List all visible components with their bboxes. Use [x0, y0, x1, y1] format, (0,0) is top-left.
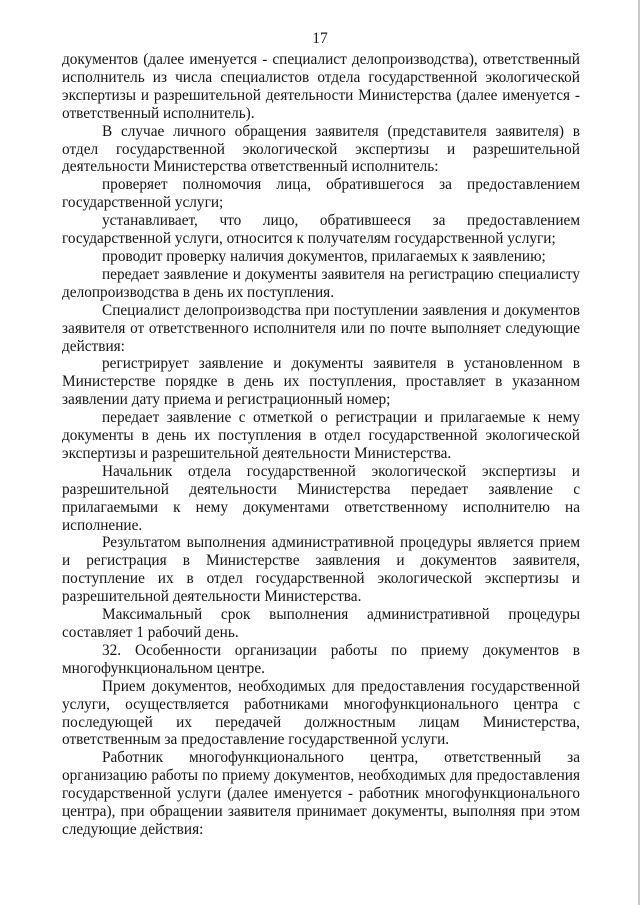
paragraph-continuation: документов (далее именуется - специалист делопроизводства), ответственный исполнитель из числа специалистов отдела государственной экологической экспертизы и разрешительной деятельности Министерства (далее именуется - ответственный исполнитель). — [62, 51, 580, 122]
paragraph-head-of-department: Начальник отдела государственной экологической экспертизы и разрешительной деятельности Министерства передает заявление с прилагаемыми к нему документами ответственному исполнителю на исполнение. — [62, 462, 580, 534]
paragraph-section-32: 32. Особенности организации работы по приему документов в многофункциональном центре. — [62, 641, 580, 677]
paragraph-registers-application: регистрирует заявление и документы заявителя в установленном в Министерстве порядке в день их поступления, проставляет в указанном заявлении дату приема и регистрационный номер; — [62, 355, 580, 409]
paragraph-mfc-worker: Работник многофункционального центра, ответственный за организацию работы по приему документов, необходимых для предоставления государственной услуги (далее именуется - работник многофункционального центра), при обращении заявителя принимает документы, выполняя при этом следующие действия: — [62, 749, 580, 838]
paragraph-checks-authority: проверяет полномочия лица, обратившегося за предоставлением государственной услуги; — [62, 176, 580, 212]
document-body — [62, 51, 580, 839]
paragraph-procedure-result: Результатом выполнения административной процедуры является прием и регистрация в Министерстве заявления и документов заявителя, поступление их в отдел государственной экологической экспертизы и разрешительной деятельности Министерства. — [62, 534, 580, 606]
paragraph-establishes-recipient: устанавливает, что лицо, обратившееся за предоставлением государственной услуги, относится к получателям государственной услуги; — [62, 212, 580, 248]
page-number: 17 — [312, 30, 328, 47]
paragraph-max-duration: Максимальный срок выполнения административной процедуры составляет 1 рабочий день. — [62, 606, 580, 641]
paragraph-personal-appeal: В случае личного обращения заявителя (представителя заявителя) в отдел государственной экологической экспертизы и разрешительной деятельности Министерства ответственный исполнитель: — [62, 122, 580, 176]
paragraph-clerk-actions: Специалист делопроизводства при поступлении заявления и документов заявителя от ответственного исполнителя или по почте выполняет следующие действия: — [62, 301, 580, 355]
paragraph-checks-documents: проводит проверку наличия документов, прилагаемых к заявлению; — [102, 247, 546, 265]
paragraph-transfers-for-registration: передает заявление и документы заявителя на регистрацию специалисту делопроизводства в день их поступления. — [62, 265, 580, 301]
paragraph-document-intake: Прием документов, необходимых для предоставления государственной услуги, осуществляется работниками многофункционального центра с последующей их передачей должностным лицам Министерства, ответственным за предоставление государственной услуги. — [62, 677, 580, 749]
paragraph-transfers-to-department: передает заявление с отметкой о регистрации и прилагаемые к нему документы в день их поступления в отдел государственной экологической экспертизы и разрешительной деятельности Министерства. — [62, 409, 580, 462]
